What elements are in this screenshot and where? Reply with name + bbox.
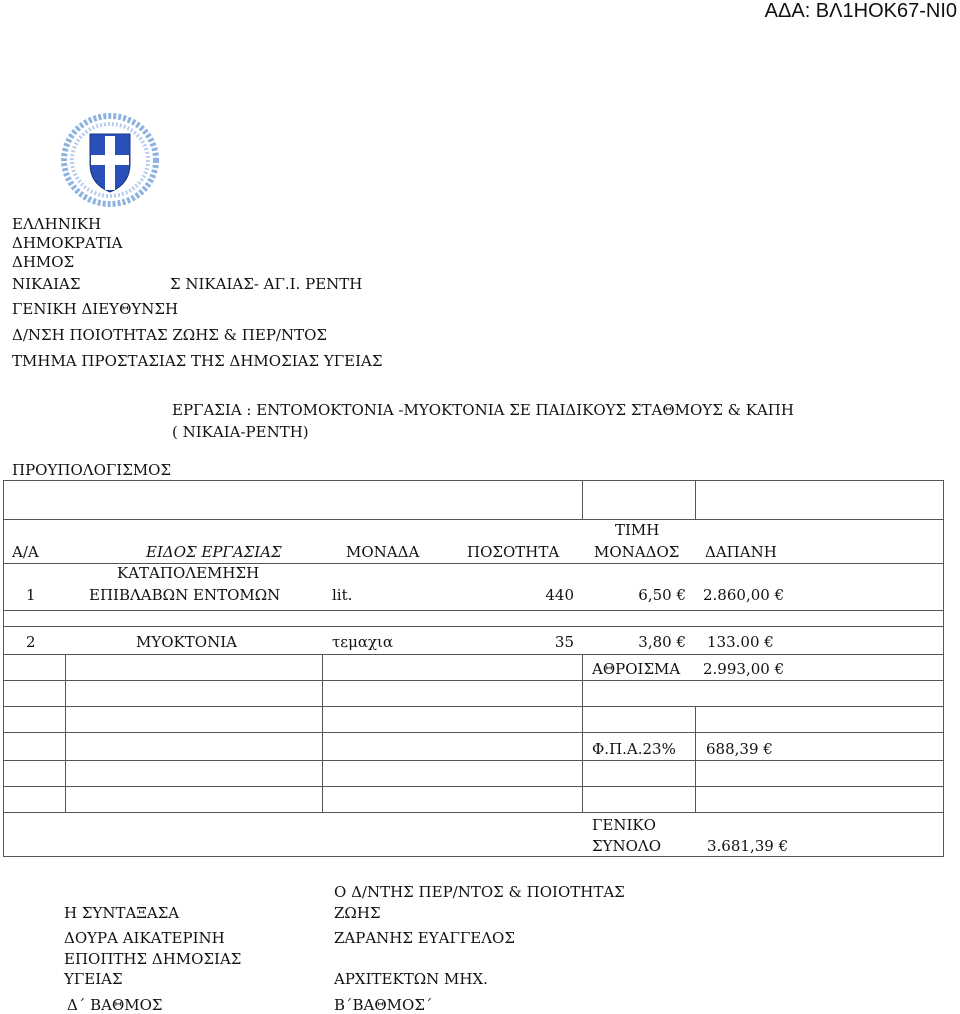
signature-left-role: Η ΣΥΝΤΑΞΑΣΑ [64, 904, 180, 922]
signature-left-name: ΔΟΥΡΑ ΑΙΚΑΤΕΡΙΝΗ [64, 929, 225, 947]
total-value: 3.681,39 € [707, 837, 789, 855]
signature-right-role-2: ΖΩΗΣ [334, 904, 381, 922]
signature-right-title: ΑΡΧΙΤΕΚΤΩΝ ΜΗΧ. [334, 970, 488, 988]
header-cost: ΔΑΠΑΝΗ [705, 543, 777, 561]
greek-state-emblem-icon [60, 112, 160, 208]
row1-qty: 440 [545, 586, 574, 604]
row2-aa: 2 [26, 633, 36, 651]
row2-cost: 133.00 € [707, 633, 774, 651]
signature-right-name: ΖΑΡΑΝΗΣ ΕΥΑΓΓΕΛΟΣ [334, 929, 515, 947]
header-price-line1: ΤΙΜΗ [615, 521, 660, 539]
header-line-6: Δ/ΝΣΗ ΠΟΙΟΤΗΤΑΣ ΖΩΗΣ & ΠΕΡ/ΝΤΟΣ [12, 326, 328, 344]
row1-kind-line2: ΕΠΙΒΛΑΒΩΝ ΕΝΤΟΜΩΝ [89, 586, 281, 604]
vat-label: Φ.Π.Α.23% [592, 740, 676, 758]
sum-value: 2.993,00 € [703, 660, 785, 678]
work-subtitle: ( ΝΙΚΑΙΑ-ΡΕΝΤΗ) [172, 423, 309, 441]
header-line-1: ΕΛΛΗΝΙΚΗ [12, 215, 102, 233]
header-price-line2: ΜΟΝΑΔΟΣ [594, 543, 680, 561]
row1-price: 6,50 € [638, 586, 686, 604]
work-title: ΕΡΓΑΣΙΑ : ΕΝΤΟΜΟΚΤΟΝΙΑ -ΜΥΟΚΤΟΝΙΑ ΣΕ ΠΑΙΔΙΚΟΥΣ ΣΤΑΘΜΟΥΣ & ΚΑΠΗ [172, 401, 794, 419]
signature-left-grade: Δ΄ ΒΑΘΜΟΣ [67, 996, 163, 1014]
header-line-2: ΔΗΜΟΚΡΑΤΙΑ [12, 234, 123, 252]
ada-code: ΑΔΑ: ΒΛ1ΗΟΚ67-ΝΙ0 [764, 0, 957, 22]
row2-qty: 35 [554, 633, 574, 651]
signature-right-role-1: Ο Δ/ΝΤΗΣ ΠΕΡ/ΝΤΟΣ & ΠΟΙΟΤΗΤΑΣ [334, 883, 625, 901]
total-label-line1: ΓΕΝΙΚΟ [592, 816, 656, 834]
signature-left-title-2: ΥΓΕΙΑΣ [64, 970, 123, 988]
total-label-line2: ΣΥΝΟΛΟ [592, 837, 662, 855]
header-line-4b: Σ ΝΙΚΑΙΑΣ- ΑΓ.Ι. ΡΕΝΤΗ [170, 275, 363, 293]
row1-cost: 2.860,00 € [703, 586, 785, 604]
budget-title: ΠΡΟΥΠΟΛΟΓΙΣΜΟΣ [12, 461, 172, 479]
header-kind: ΕΙΔΟΣ ΕΡΓΑΣΙΑΣ [146, 543, 282, 561]
row2-price: 3,80 € [638, 633, 686, 651]
header-line-4a: ΝΙΚΑΙΑΣ [12, 275, 81, 293]
header-line-3: ΔΗΜΟΣ [12, 253, 75, 271]
signature-left-title-1: ΕΠΟΠΤΗΣ ΔΗΜΟΣΙΑΣ [64, 950, 242, 968]
header-unit: ΜΟΝΑΔΑ [346, 543, 420, 561]
row1-aa: 1 [26, 586, 36, 604]
header-line-7: ΤΜΗΜΑ ΠΡΟΣΤΑΣΙΑΣ ΤΗΣ ΔΗΜΟΣΙΑΣ ΥΓΕΙΑΣ [12, 352, 383, 370]
row2-unit: τεμαχια [332, 633, 394, 651]
row1-unit: lit. [332, 586, 353, 604]
sum-label: ΑΘΡΟΙΣΜΑ [592, 660, 681, 678]
row1-kind-line1: ΚΑΤΑΠΟΛΕΜΗΣΗ [117, 564, 260, 582]
signature-right-grade: Β΄ΒΑΘΜΟΣ΄ [334, 996, 433, 1014]
header-line-5: ΓΕΝΙΚΗ ΔΙΕΥΘΥΝΣΗ [12, 300, 179, 318]
row2-kind: ΜΥΟΚΤΟΝΙΑ [136, 633, 237, 651]
header-qty: ΠΟΣΟΤΗΤΑ [467, 543, 560, 561]
header-aa: Α/Α [12, 543, 39, 561]
vat-value: 688,39 € [706, 740, 773, 758]
